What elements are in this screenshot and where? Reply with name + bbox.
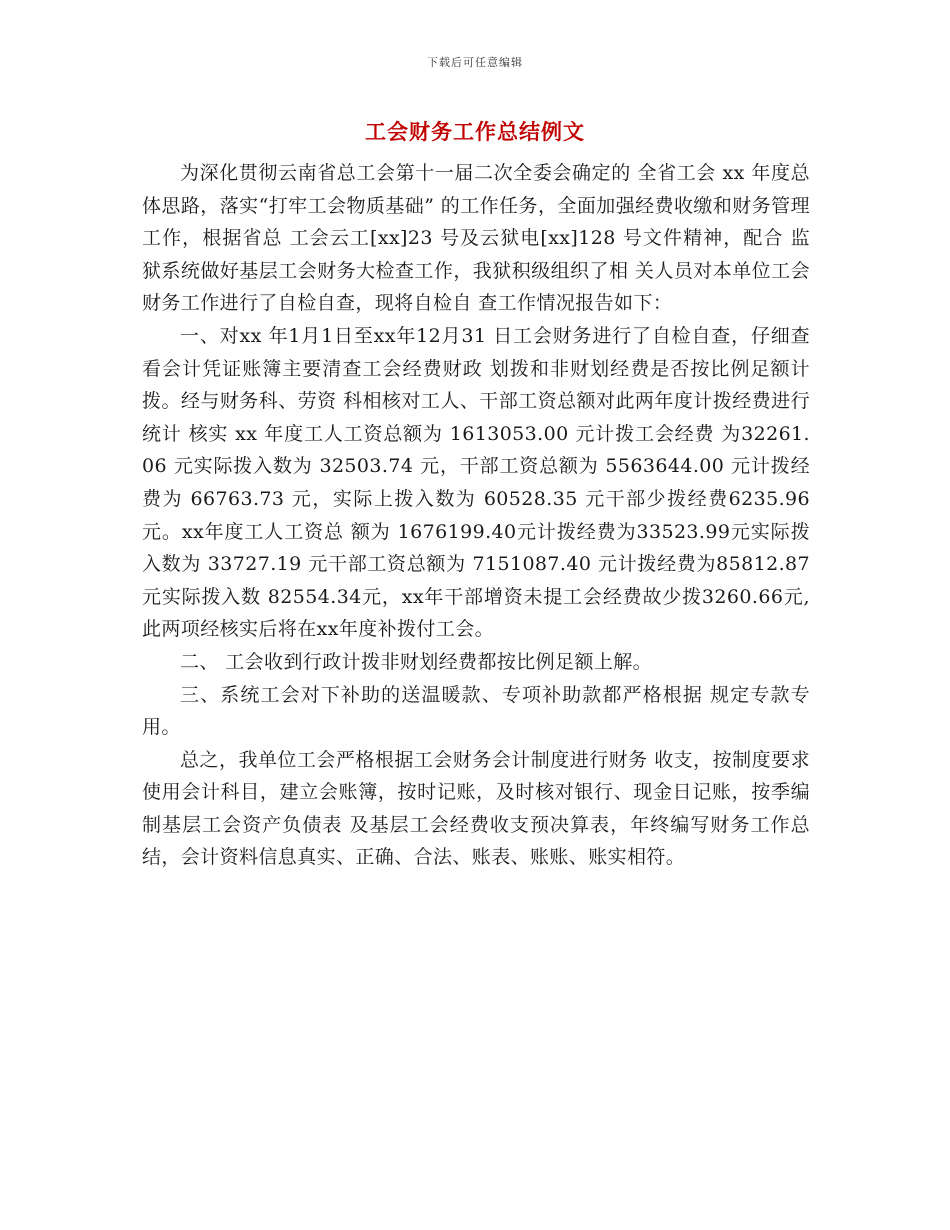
- paragraph-section-one: 一、对xx 年1月1日至xx年12月31 日工会财务进行了自检自查，仔细查看会计凭证账簿主要清查工会经费财政 划拨和非财划经费是否按比例足额计拨。经与财务科、劳资 科相核对工人、干部工资总额对此两年度计拨经费进行统计 核实 xx 年度工人工资总额为 1613053.00 元计拨工会经费 为32261.06 元实际拨入数为 32503.74 元，干部工资总额为 5563644.00 元计拨经费为 66763.73 元，实际上拨入数为 60528.35 元干部少拨经费6235.96 元。xx年度工人工资总 额为 1676199.40元计拨经费为33523.99元实际拨入数为 33727.19 元干部工资总额为 7151087.40 元计拨经费为85812.87 元实际拨入数 82554.34元，xx年干部增资未提工会经费故少拨3260.66元,此两项经核实后将在xx年度补拨付工会。: [142, 324, 810, 641]
- document-title: 工会财务工作总结例文: [365, 119, 585, 144]
- document-body: [142, 157, 810, 874]
- paragraph-section-two: 二、 工会收到行政计拨非财划经费都按比例足额上解。: [180, 650, 653, 673]
- paragraph-conclusion: 总之，我单位工会严格根据工会财务会计制度进行财务 收支，按制度要求使用会计科目，建立会账簿，按时记账，及时核对银行、现金日记账，按季编制基层工会资产负债表 及基层工会经费收支预决算表，年终编写财务工作总结，会计资料信息真实、正确、合法、账表、账账、账实相符。: [142, 748, 810, 869]
- paragraph-intro: 为深化贯彻云南省总工会第十一届二次全委会确定的 全省工会 xx 年度总体思路，落实“打牢工会物质基础” 的工作任务，全面加强经费收缴和财务管理工作，根据省总 工会云工[xx]23 号及云狱电[xx]128 号文件精神，配合 监狱系统做好基层工会财务大检查工作，我狱积级组织了相 关人员对本单位工会财务工作进行了自检自查，现将自检自 查工作情况报告如下：: [142, 162, 810, 315]
- paragraph-section-three: 三、系统工会对下补助的送温暖款、专项补助款都严格根据 规定专款专用。: [142, 683, 810, 739]
- header-note: 下载后可任意编辑: [427, 56, 523, 69]
